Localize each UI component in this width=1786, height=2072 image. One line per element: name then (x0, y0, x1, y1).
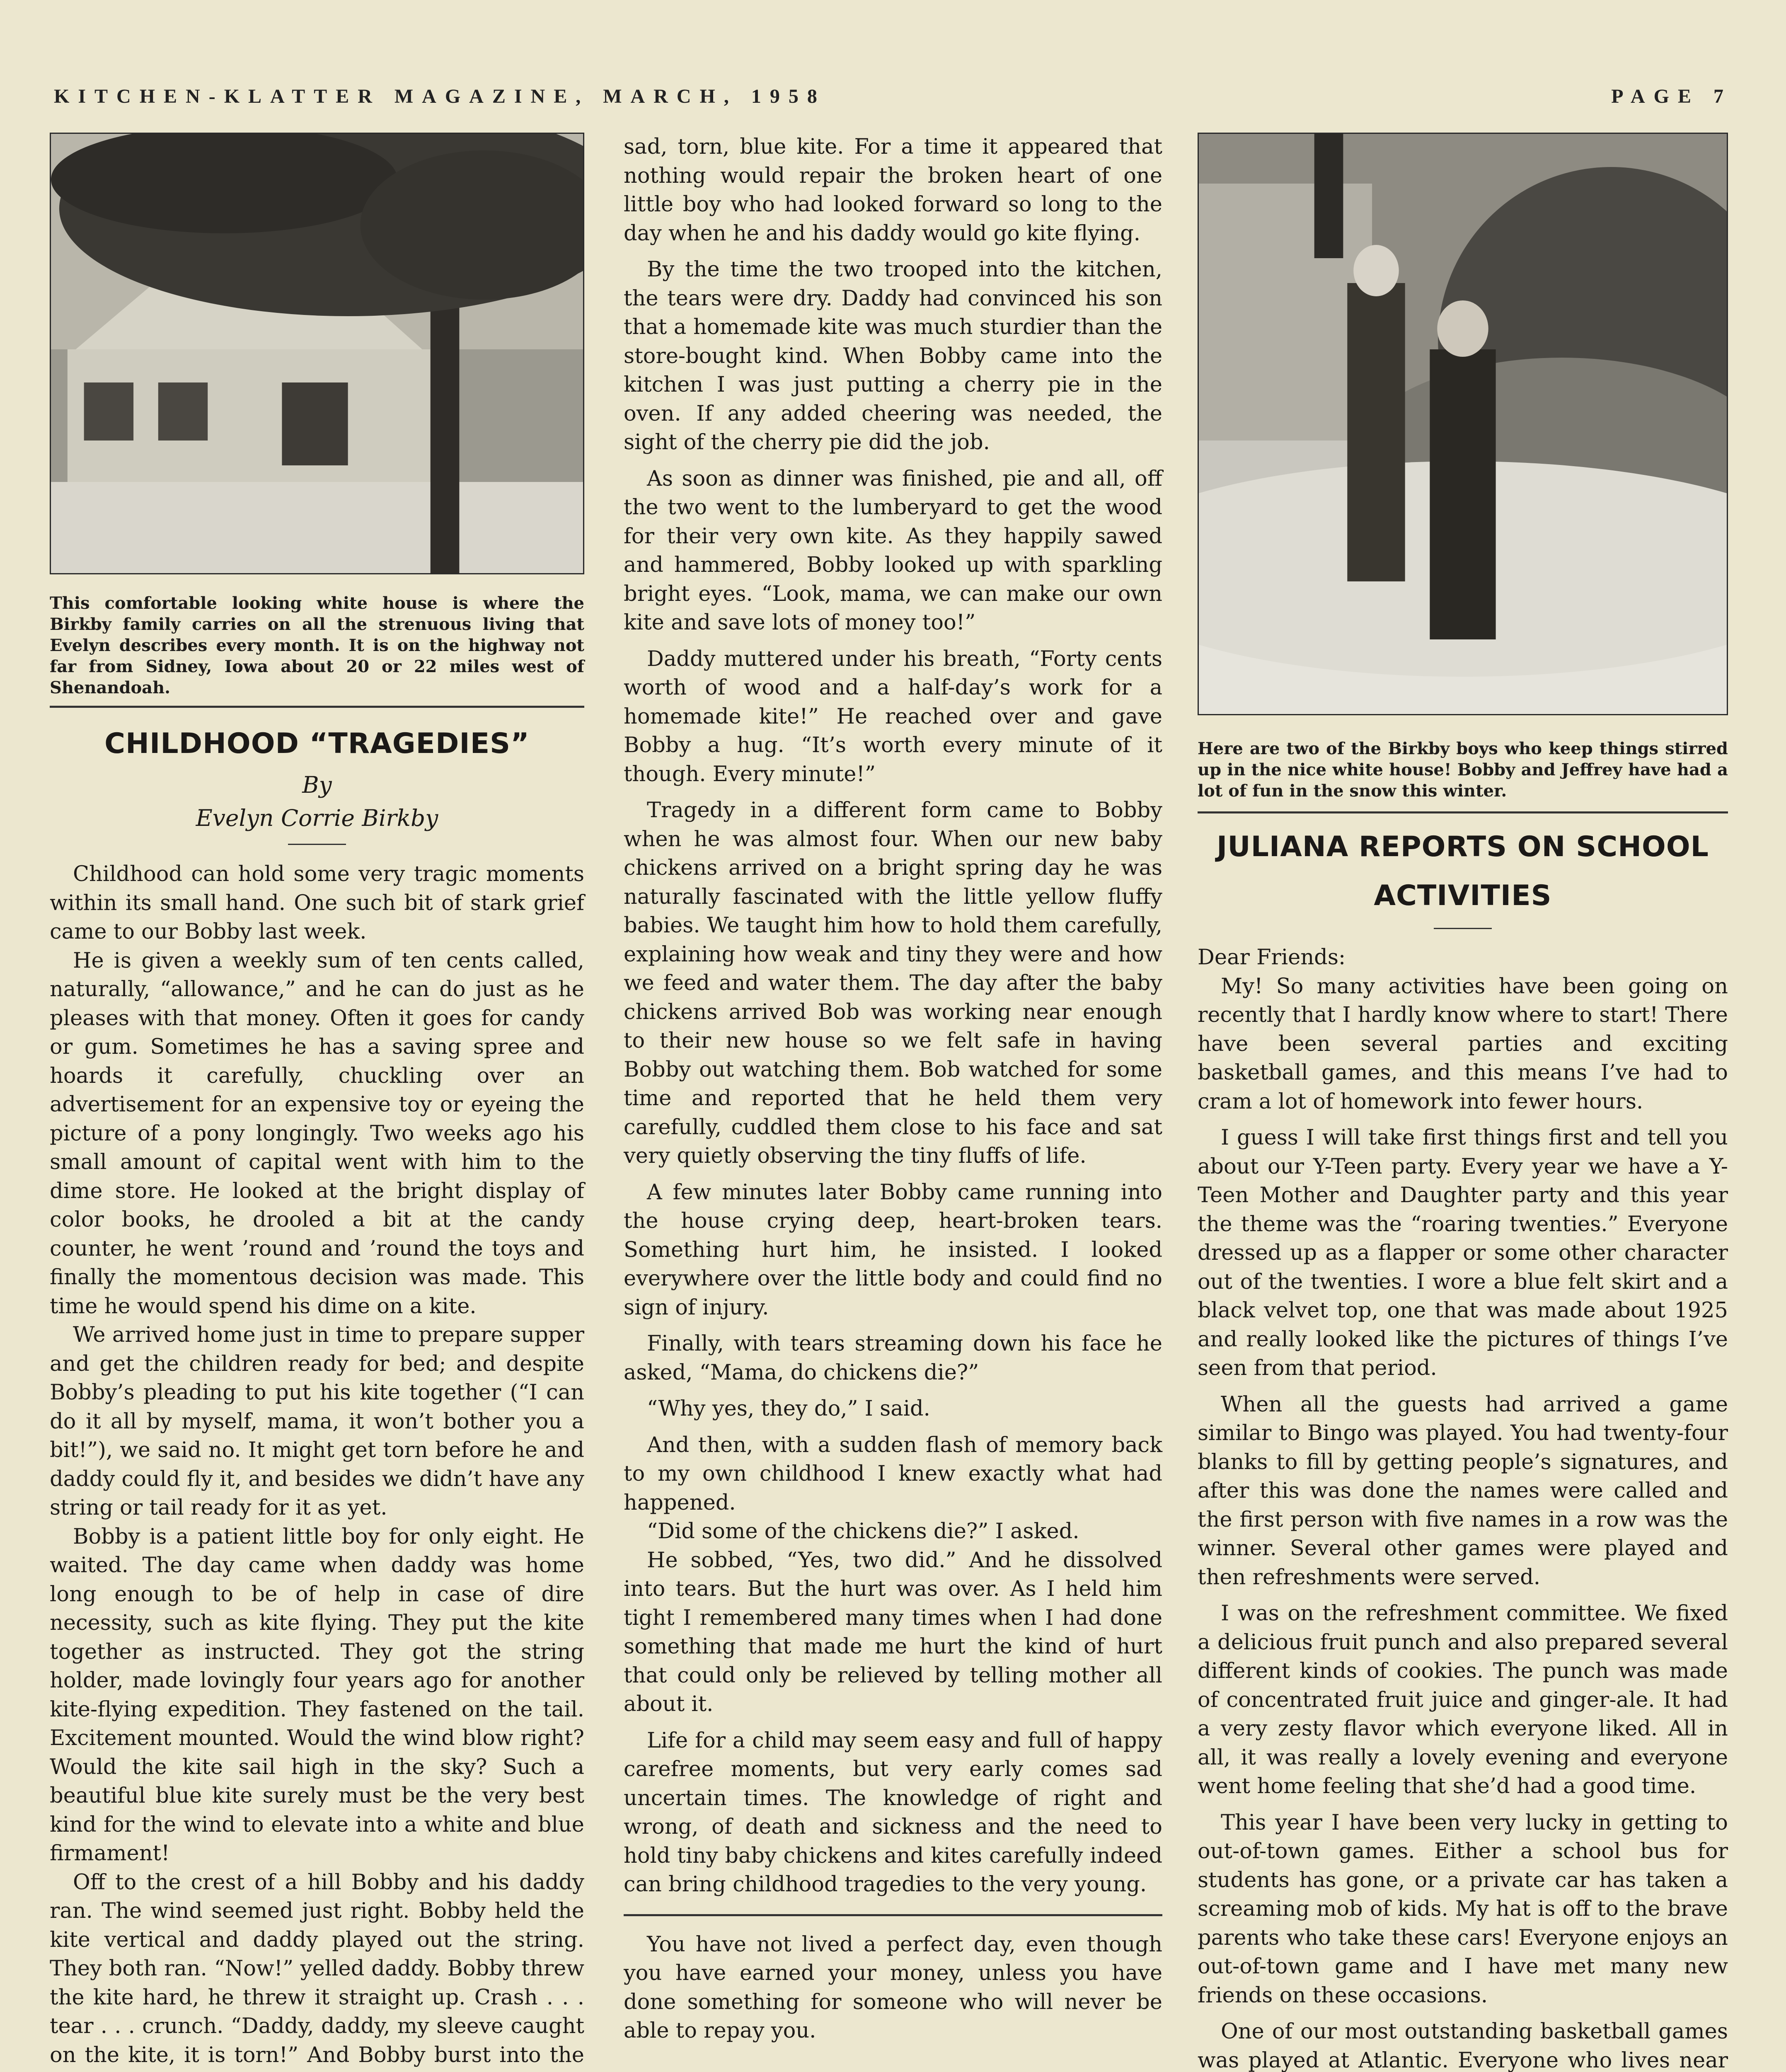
byline-by: By (302, 772, 332, 798)
filler-divider (624, 1914, 1162, 1916)
paragraph: We arrived home just in time to prepare supper and get the children ready for bed; and despite Bobby’s pleading to put his kite together (“I can do it all by myself, mama, it won’t bother you a bit!”), we said no. It might get torn before he and daddy could fly it, and besides we didn’t have any string or tail ready for it as yet. (50, 1323, 584, 1520)
paragraph: By the time the two trooped into the kitchen, the tears were dry. Daddy had convinced his son that a homemade kite was much sturdier than the store-bought kind. When Bobby came into the kitchen I was just putting a cherry pie in the oven. If any added cheering was needed, the sight of the cherry pie did the job. (624, 257, 1162, 455)
salutation: Dear Friends: (1198, 945, 1346, 970)
paragraph: As soon as dinner was finished, pie and all, off the two went to the lumberyard to get the wood for their very own kite. As they happily sawed and hammered, Bobby looked up with sparkling bright eyes. “Look, mama, we can make our own kite and save lots of money too!” (624, 466, 1162, 635)
boys-photo-caption: Here are two of the Birkby boys who keep things stirred up in the nice white house! Bobby and Jeffrey have had a lot of fun in the snow this winter. (1198, 739, 1728, 801)
column-3 (1198, 133, 1728, 2072)
paragraph: My! So many activities have been going on recently that I hardly know where to start! There have been several parties and exciting basketball games, and this means I’ve had to cram a lot of homework into fewer hours. (1198, 974, 1728, 1114)
paragraph: This year I have been very lucky in getting to out-of-town games. Either a school bus for students has gone, or a private car has taken a screaming mob of kids. My hat is off to the brave parents who take these cars! Everyone enjoys an out-of-town game and I have met many new friends on these occasions. (1198, 1810, 1728, 2008)
house-photo (50, 133, 584, 574)
paragraph: One of our most outstanding basketball games was played at Atlantic. Everyone who lives near (1198, 2019, 1728, 2072)
page-header (54, 85, 1732, 114)
paragraph: Life for a child may seem easy and full of happy carefree moments, but very early comes sad uncertain times. The knowledge of right and wrong, of death and sickness and the need to hold tiny baby chickens and kites carefully indeed can bring childhood tragedies to the very young. (624, 1728, 1162, 1897)
article1-column2-text (624, 133, 1162, 1899)
paragraph: Daddy muttered under his breath, “Forty cents worth of wood and a half-day’s work for a homemade kite!” He reached over and gave Bobby a hug. “It’s worth every minute of it though. Every minute!” (624, 646, 1162, 787)
paragraph: And then, with a sudden flash of memory back to my own childhood I knew exactly what had happened. (624, 1433, 1162, 1515)
paragraph: Off to the crest of a hill Bobby and his daddy ran. The wind seemed just right. Bobby held the kite vertical and daddy played out the string. They both ran. “Now!” yelled daddy. Bobby threw the kite hard, he threw it straight up. Crash . . . tear . . . crunch. “Daddy, daddy, my sleeve caught on the kite, it is torn!” And Bobby burst into the (50, 1870, 584, 2067)
paragraph: Tragedy in a different form came to Bobby when he was almost four. When our new baby chickens arrived on a bright spring day he was naturally fascinated with the little yellow fluffy babies. We taught him how to hold them carefully, explaining how weak and tiny they were and how we feed and water them. The day after the baby chickens arrived Bob was working near enough to their new house so we felt safe in having Bobby out watching them. Bob watched for some time and reported that he held them very carefully, cuddled them close to his face and sat very quietly observing the tiny fluffs of life. (624, 798, 1162, 1168)
paragraph: Finally, with tears streaming down his face he asked, “Mama, do chickens die?” (624, 1331, 1162, 1385)
paragraph: Bobby is a patient little boy for only eight. He waited. The day came when daddy was home long enough to be of help in case of dire necessity, such as kite flying. They put the kite together as instructed. They got the string holder, made lovingly four years ago for another kite-flying expedition. They fastened on the tail. Excitement mounted. Would the wind blow right? Would the kite sail high in the sky? Such a beautiful blue kite surely must be the very best kind for the wind to elevate into a white and blue firmament! (50, 1524, 584, 1866)
caption-divider (50, 706, 584, 708)
house-photo-image (51, 134, 583, 573)
paragraph: He is given a weekly sum of ten cents called, naturally, “allowance,” and he can do just as he pleases with that money. Often it goes for candy or gum. Sometimes he has a saving spree and hoards it carefully, chuckling over an advertisement for an expensive toy or eyeing the picture of a pony longingly. Two weeks ago his small amount of capital went with him to the dime store. He looked at the bright display of color books, he drooled a bit at the candy counter, he went ’round and ’round the toys and finally the momentous decision was made. This time he would spend his dime on a kite. (50, 948, 584, 1319)
boys-in-snow-photo-image (1199, 134, 1727, 714)
paragraph: “Did some of the chickens die?” I asked. (647, 1519, 1079, 1544)
article2-text (1198, 943, 1728, 2072)
paragraph: A few minutes later Bobby came running into the house crying deep, heart-broken tears. Something hurt him, he insisted. I looked everywhere over the little body and could find no sign of injury. (624, 1180, 1162, 1320)
house-photo-caption: This comfortable looking white house is where the Birkby family carries on all the strenuous living that Evelyn describes every month. It is on the highway not far from Sidney, Iowa about 20 or 22 miles west of Shenandoah. (50, 593, 584, 697)
paragraph: When all the guests had arrived a game similar to Bingo was played. You had twenty-four blanks to fill by getting people’s signatures, and after this was done the names were called and the first person with five names in a row was the winner. Several other games were played and then refreshments were served. (1198, 1392, 1728, 1590)
column-1 (50, 133, 584, 2072)
paragraph: I guess I will take first things first and tell you about our Y-Teen party. Every year we have a Y-Teen Mother and Daughter party and this year the theme was the “roaring twenties.” Everyone dressed up as a flapper or some other character out of the twenties. I wore a blue felt skirt and a black velvet top, one that was made about 1925 and really looked like the pictures of things I’ve seen from that period. (1198, 1126, 1728, 1380)
paragraph: “Why yes, they do,” I said. (647, 1397, 930, 1421)
title-divider (288, 844, 346, 845)
filler-quote (624, 1930, 1162, 2045)
filler-text: You have not lived a perfect day, even though you have earned your money, unless you have done something for someone who will never be able to repay you. (624, 1932, 1162, 2043)
article-title-childhood-tragedies: CHILDHOOD “TRAGEDIES” (104, 727, 530, 760)
article-title-juliana-line1: JULIANA REPORTS ON SCHOOL (1217, 830, 1709, 863)
boys-in-snow-photo (1198, 133, 1728, 715)
title-divider (1434, 928, 1492, 929)
magazine-title: KITCHEN-KLATTER MAGAZINE, MARCH, 1958 (54, 85, 826, 107)
paragraph: He sobbed, “Yes, two did.” And he dissolved into tears. But the hurt was over. As I held him tight I remembered many times when I had done something that made me hurt the kind of hurt that could only be relieved by telling mother all about it. (624, 1548, 1162, 1716)
caption-divider (1198, 811, 1728, 813)
article1-column1-text (50, 860, 584, 2072)
byline-author: Evelyn Corrie Birkby (196, 805, 438, 831)
paragraph: Childhood can hold some very tragic moments within its small hand. One such bit of stark grief came to our Bobby last week. (50, 862, 584, 944)
page-number: PAGE 7 (1611, 85, 1732, 107)
paragraph: sad, torn, blue kite. For a time it appeared that nothing would repair the broken heart of one little boy who had looked forward so long to the day when he and his daddy would go kite flying. (624, 135, 1162, 246)
paragraph: I was on the refreshment committee. We fixed a delicious fruit punch and also prepared several different kinds of cookies. The punch was made of concentrated fruit juice and ginger-ale. It had a very zesty flavor which everyone liked. All in all, it was really a lovely evening and everyone went home feeling that she’d had a good time. (1198, 1601, 1728, 1798)
article-title-juliana-line2: ACTIVITIES (1374, 879, 1552, 912)
column-2 (624, 133, 1162, 2045)
